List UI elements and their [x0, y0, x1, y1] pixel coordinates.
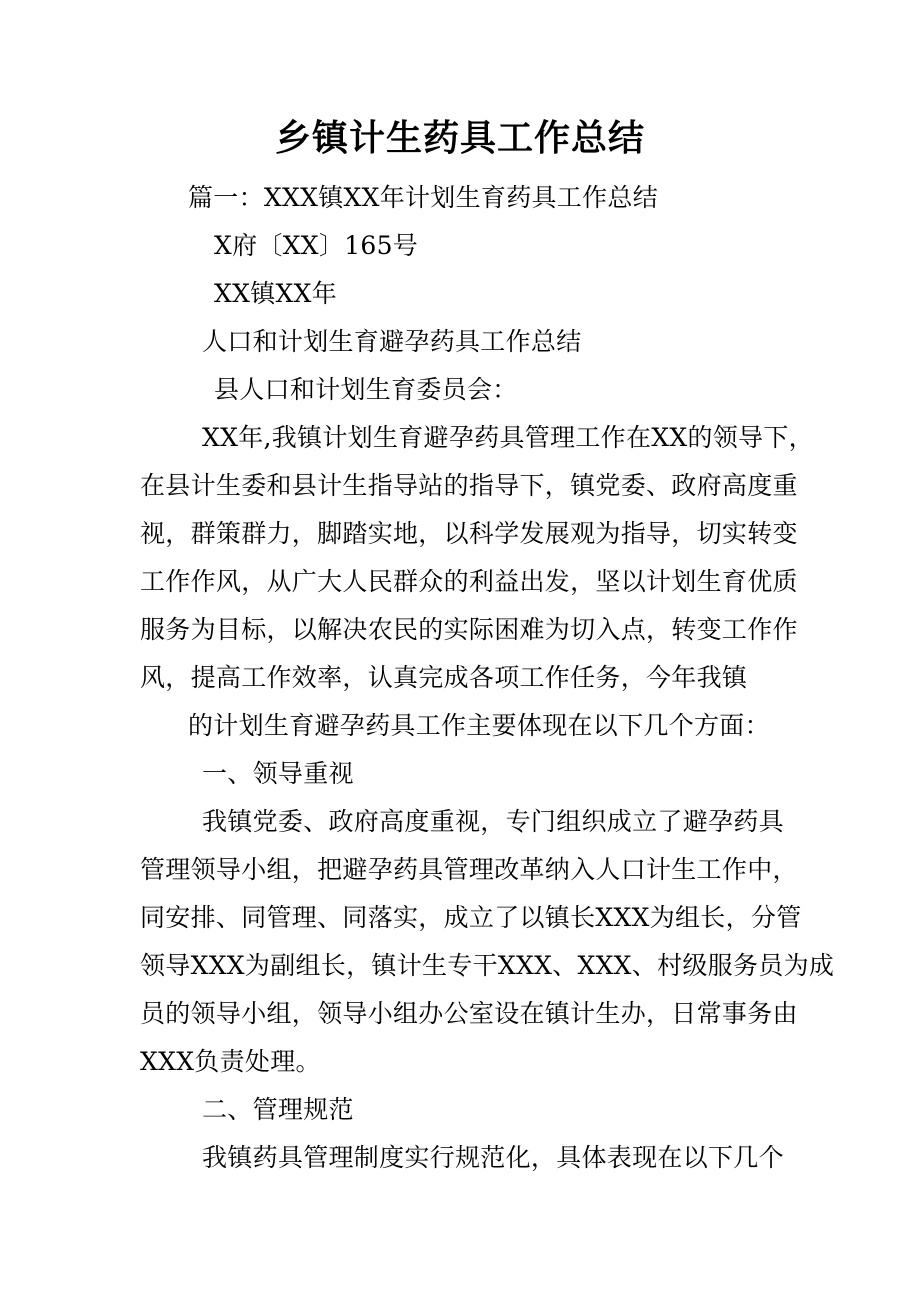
document-title: 乡镇计生药具工作总结 — [274, 117, 645, 159]
section-heading-management: 二、管理规范 — [202, 1095, 354, 1124]
paragraph-line: 我镇党委、政府高度重视，专门组织成立了避孕药具 — [202, 807, 784, 836]
paragraph-line: 同安排、同管理、同落实，成立了以镇长XXX为组长，分管 — [140, 903, 802, 932]
section-heading-leadership: 一、领导重视 — [202, 759, 354, 788]
paragraph-line: 在县计生委和县计生指导站的指导下，镇党委、政府高度重 — [140, 471, 798, 500]
paragraph-line: 风，提高工作效率，认真完成各项工作任务，今年我镇 — [140, 663, 748, 692]
paragraph-line: 工作作风，从广大人民群众的利益出发，坚以计划生育优质 — [140, 567, 798, 596]
report-subtitle-line: 人口和计划生育避孕药具工作总结 — [202, 327, 582, 356]
paragraph-line: 的计划生育避孕药具工作主要体现在以下几个方面： — [188, 711, 770, 740]
paragraph-line: 管理领导小组，把避孕药具管理改革纳入人口计生工作中， — [140, 855, 798, 884]
paragraph-line: 我镇药具管理制度实行规范化，具体表现在以下几个 — [202, 1143, 784, 1172]
paragraph-line: 服务为目标，以解决农民的实际困难为切入点，转变工作作 — [140, 615, 798, 644]
paragraph-line: 员的领导小组，领导小组办公室设在镇计生办，日常事务由 — [140, 999, 798, 1028]
addressee-line: 县人口和计划生育委员会： — [214, 375, 518, 404]
paragraph-line: 领导XXX为副组长，镇计生专干XXX、XXX、村级服务员为成 — [140, 951, 835, 980]
report-year-line: XX镇XX年 — [214, 279, 337, 308]
paragraph-line: 视，群策群力，脚踏实地，以科学发展观为指导，切实转变 — [140, 519, 798, 548]
section-heading-part-one: 篇一：XXX镇XX年计划生育药具工作总结 — [188, 183, 658, 212]
paragraph-line: XX年,我镇计划生育避孕药具管理工作在XX的领导下， — [202, 423, 814, 452]
document-number: X府〔XX〕165号 — [214, 231, 419, 260]
paragraph-line: XXX负责处理。 — [140, 1047, 321, 1076]
